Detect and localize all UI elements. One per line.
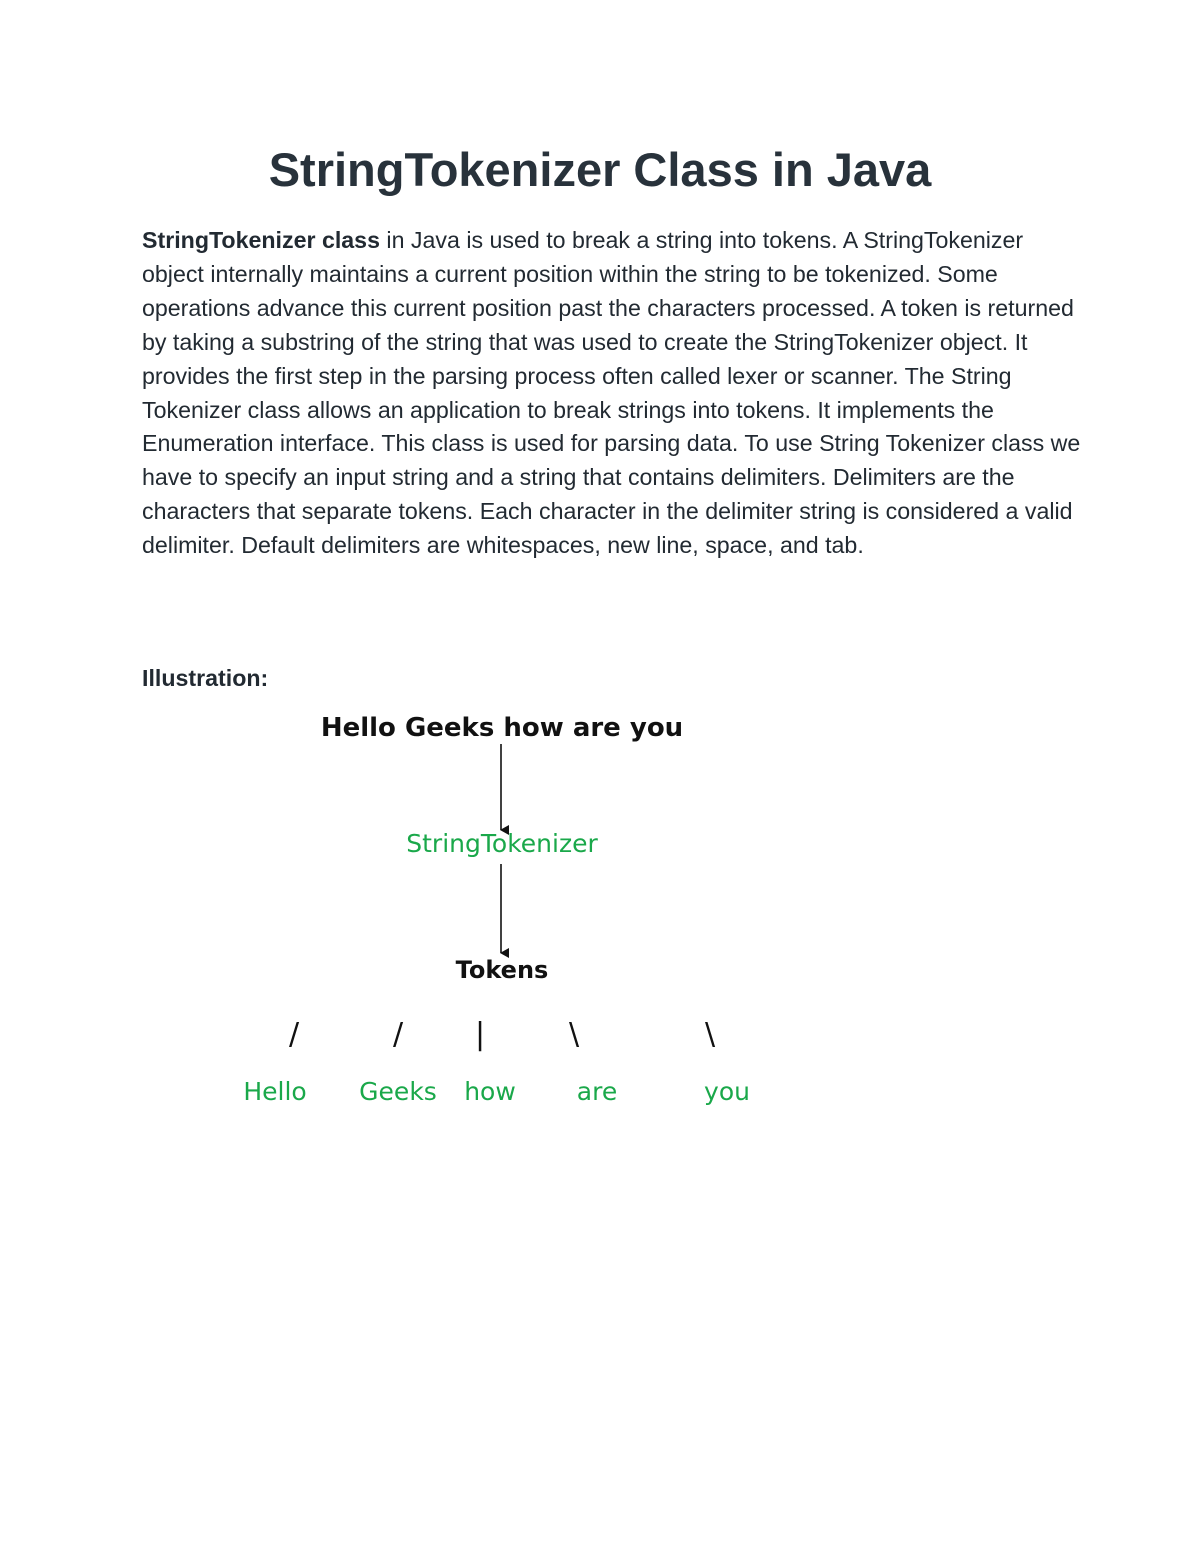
page-title: StringTokenizer Class in Java xyxy=(268,143,932,196)
token-separator: / xyxy=(288,1017,300,1052)
token-you: you xyxy=(704,1077,750,1106)
illustration-label: Illustration: xyxy=(142,665,269,691)
token-separator: / xyxy=(392,1017,404,1052)
input-string: Hello Geeks how are you xyxy=(320,713,684,743)
tokens-label: Tokens xyxy=(455,956,549,984)
token-are: are xyxy=(576,1077,618,1106)
token-hello: Hello xyxy=(243,1077,307,1106)
intro-text: in Java is used to break a string into tokens. A StringTokenizer object internally maintains a current position within the string to be tokenized. Some operations advance this current position past the characters processed. A token is returned by taking a substring of the string that was used to create the StringTokenizer object. It provides the first step in the parsing process often called lexer or scanner. The String Tokenizer class allows an application to break strings into tokens. It implements the Enumeration interface. This class is used for parsing data. To use String Tokenizer class we have to specify an input string and a string that contains delimiters. Delimiters are the characters that separate tokens. Each character in the delimiter string is considered a valid delimiter. Default delimiters are whitespaces, new line, space, and tab. xyxy=(142,227,1081,559)
token-separator: | xyxy=(474,1017,486,1052)
token-separator: \ xyxy=(568,1017,580,1052)
token-separator: \ xyxy=(704,1017,716,1052)
token-geeks: Geeks xyxy=(359,1077,437,1106)
intro-bold-term: StringTokenizer class xyxy=(142,227,380,253)
token-how: how xyxy=(464,1077,516,1106)
tokenizer-label: StringTokenizer xyxy=(406,829,598,858)
